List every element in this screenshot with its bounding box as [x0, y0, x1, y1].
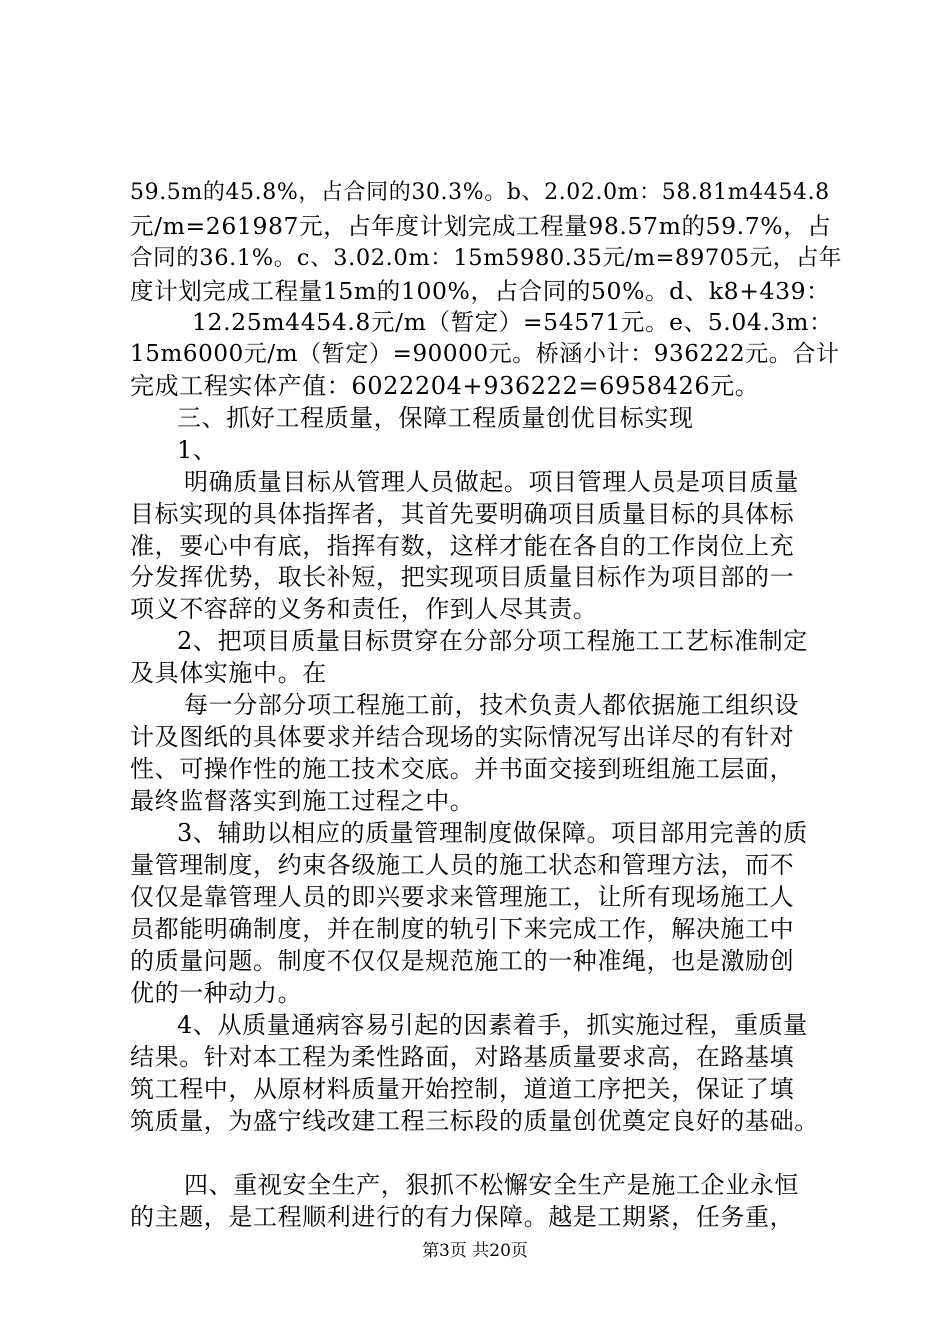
text-line: 元/m=261987元，占年度计划完成工程量98.57m的59.7%，占 [130, 212, 832, 240]
text-line: 目标实现的具体指挥者，其首先要明确项目质量目标的具体标 [130, 500, 795, 528]
text-line: 筑质量，为盛宁线改建工程三标段的质量创优奠定良好的基础。 [130, 1107, 819, 1135]
text-line: 最终监督落实到施工过程之中。 [130, 787, 475, 815]
text-line: 准，要心中有底，指挥有数，这样才能在各自的工作岗位上充 [130, 532, 795, 560]
text-line: 及具体实施中。在 [130, 659, 327, 687]
text-line: 优的一种动力。 [130, 979, 303, 1007]
text-line: 分发挥优势，取长补短，把实现项目质量目标作为项目部的一 [130, 563, 795, 591]
section-heading: 四、重视安全生产，狠抓不松懈安全生产是施工企业永恒 [184, 1171, 799, 1199]
text-line: 的主题，是工程顺利进行的有力保障。越是工期紧，任务重， [130, 1203, 795, 1231]
text-line: 计及图纸的具体要求并结合现场的实际情况写出详尽的有针对 [130, 723, 795, 751]
text-line: 仅仅是靠管理人员的即兴要求来管理施工，让所有现场施工人 [130, 883, 795, 911]
text-line: 2、把项目质量目标贯穿在分部分项工程施工工艺标准制定 [177, 627, 808, 655]
text-line: 明确质量目标从管理人员做起。项目管理人员是项目质量 [184, 468, 799, 496]
text-line: 4、从质量通病容易引起的因素着手，抓实施过程，重质量 [177, 1011, 808, 1039]
text-line: 合同的36.1%。c、3.02.0m：15m5980.35元/m=89705元，占年 [130, 245, 843, 271]
text-line: 度计划完成工程量15m的100%，占合同的50%。d、k8+439： [130, 277, 831, 305]
text-line: 15m6000元/m（暂定）=90000元。桥涵小计：936222元。合计 [130, 341, 840, 367]
text-line: 完成工程实体产值：6022204+936222=6958426元。 [130, 372, 760, 400]
page-number: 第3页 共20页 [422, 1241, 528, 1261]
text-line: 3、辅助以相应的质量管理制度做保障。项目部用完善的质 [177, 819, 808, 847]
text-line: 每一分部分项工程施工前，技术负责人都依据施工组织设 [184, 691, 799, 719]
text-line: 59.5m的45.8%，占合同的30.3%。b、2.02.0m：58.81m4454.8 [130, 180, 830, 205]
text-line: 的质量问题。制度不仅仅是规范施工的一种准绳，也是激励创 [130, 947, 795, 975]
text-line: 员都能明确制度，并在制度的轨引下来完成工作，解决施工中 [130, 915, 795, 943]
text-line: 项义不容辞的义务和责任，作到人尽其责。 [130, 595, 598, 623]
section-heading: 三、抓好工程质量，保障工程质量创优目标实现 [177, 404, 694, 432]
text-line: 1、 [177, 436, 218, 464]
text-line: 量管理制度，约束各级施工人员的施工状态和管理方法，而不 [130, 851, 795, 879]
text-line: 结果。针对本工程为柔性路面，对路基质量要求高，在路基填 [130, 1043, 795, 1071]
text-line: 性、可操作性的施工技术交底。并书面交接到班组施工层面， [130, 755, 795, 783]
text-line: 筑工程中，从原材料质量开始控制，道道工序把关，保证了填 [130, 1075, 795, 1103]
text-line: 12.25m4454.8元/m（暂定）=54571元。e、5.04.3m： [192, 308, 834, 336]
